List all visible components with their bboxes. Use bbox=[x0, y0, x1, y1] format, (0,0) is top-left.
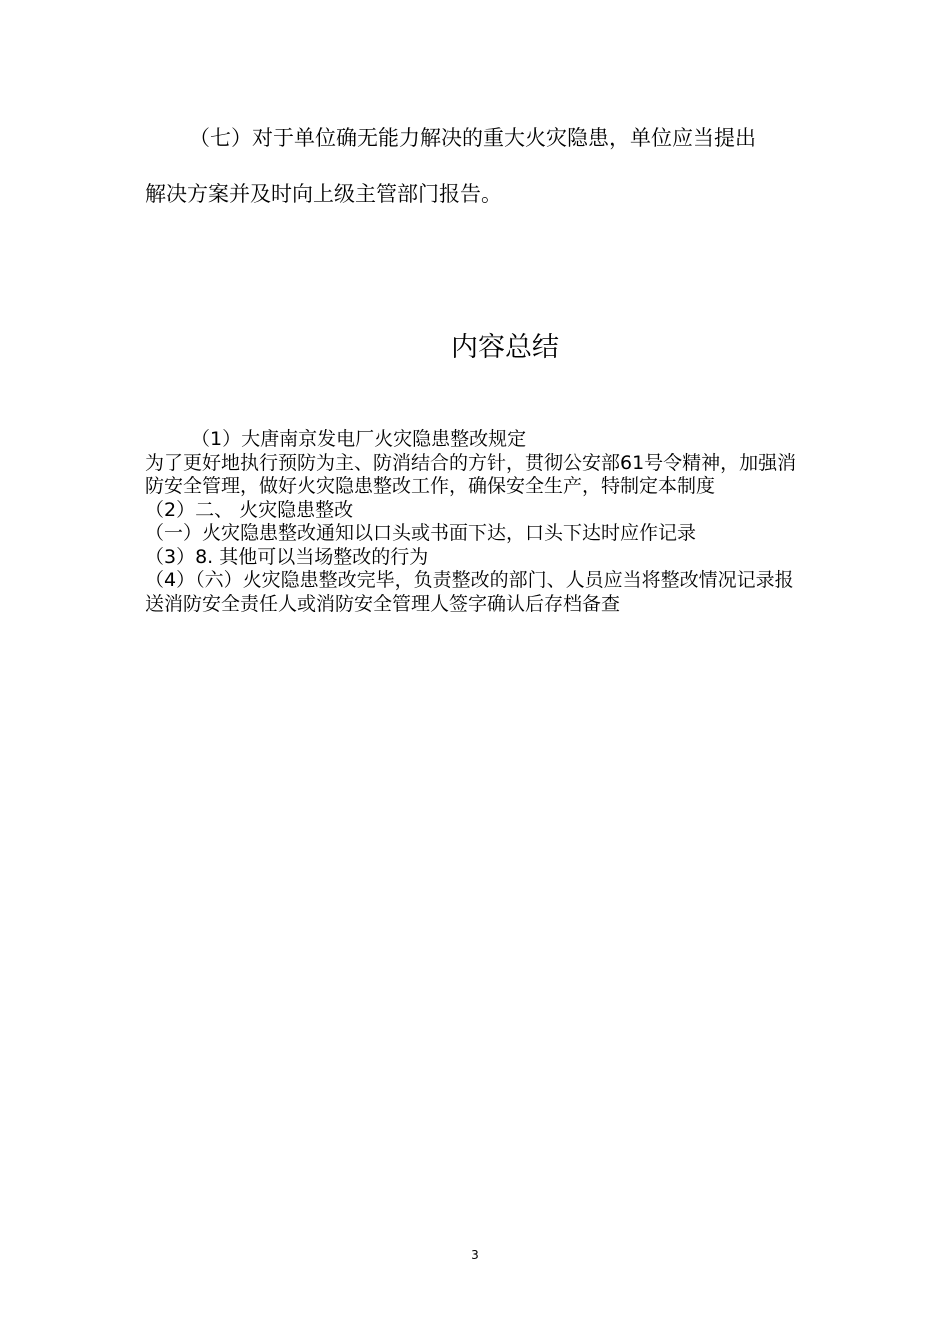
summary-item-1-body: 为了更好地执行预防为主、防消结合的方针，贯彻公安部61号令精神，加强消防安全管理，做好火灾隐患整改工作，确保安全生产，特制定本制度 bbox=[145, 451, 797, 497]
paragraph-7-line2: 解决方案并及时向上级主管部门报告。 bbox=[145, 182, 502, 206]
body-paragraph-7 bbox=[145, 110, 805, 222]
summary-item-1-title: （1）大唐南京发电厂火灾隐患整改规定 bbox=[191, 428, 527, 450]
page-number: 3 bbox=[471, 1248, 479, 1262]
paragraph-7-line1: （七）对于单位确无能力解决的重大火灾隐患，单位应当提出 bbox=[189, 126, 756, 150]
summary-section bbox=[145, 428, 810, 616]
summary-title: 内容总结 bbox=[451, 332, 559, 363]
summary-item-2-sub: （一）火灾隐患整改通知以口头或书面下达，口头下达时应作记录 bbox=[145, 522, 697, 544]
summary-item-4: （4）（六）火灾隐患整改完毕，负责整改的部门、人员应当将整改情况记录报送消防安全责任人或消防安全管理人签字确认后存档备查 bbox=[145, 569, 794, 615]
summary-item-3: （3）8. 其他可以当场整改的行为 bbox=[145, 545, 429, 568]
summary-item-2: （2）二、 火灾隐患整改 bbox=[145, 498, 354, 521]
